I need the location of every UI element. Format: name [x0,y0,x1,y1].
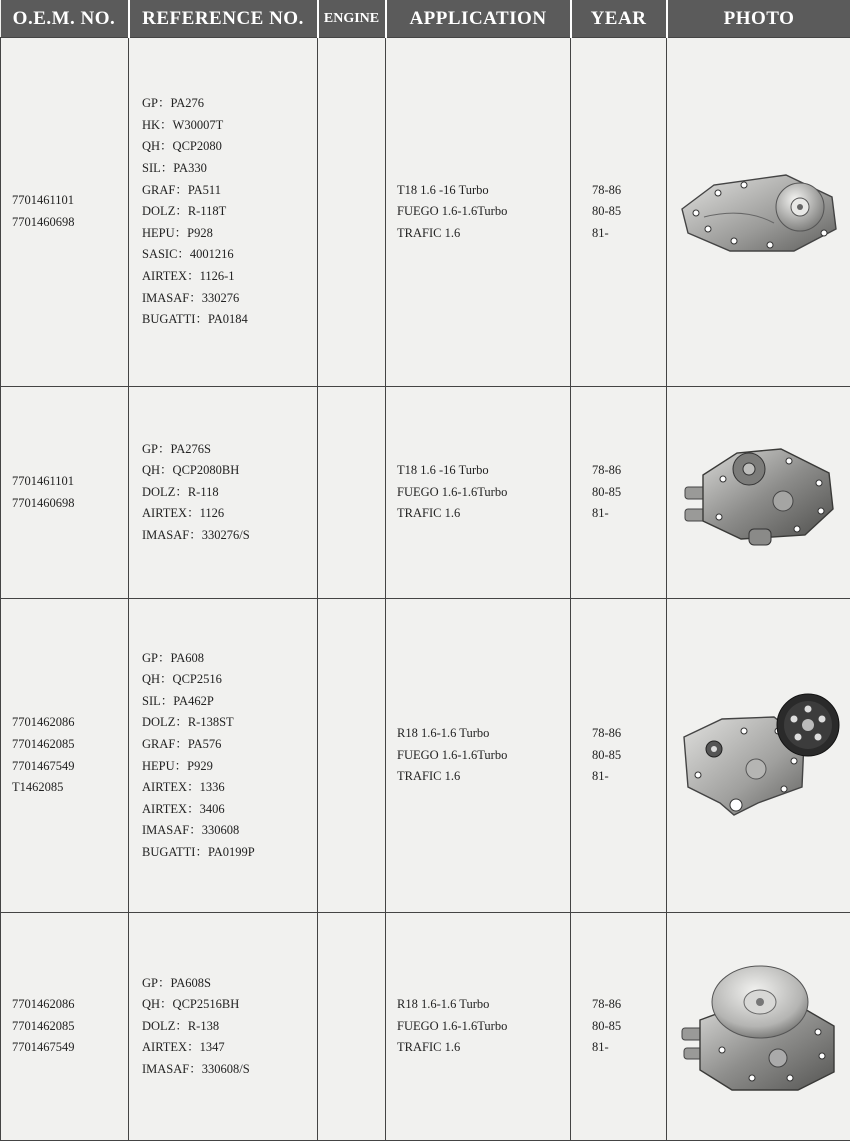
photo-cell [667,913,850,1141]
engine-cell [318,913,386,1141]
water-pump-photo [678,960,840,1094]
oem-cell [1,913,129,1141]
header-reference: REFERENCE NO. [129,0,318,38]
oem-cell [1,599,129,913]
photo-cell [667,387,850,599]
reference-number: GP：PA276S [142,439,317,461]
application-model: FUEGO 1.6-1.6Turbo [397,482,570,504]
oem-number: 7701461101 [12,190,128,212]
reference-number: HEPU：P928 [142,223,317,245]
reference-number: DOLZ：R-118T [142,201,317,223]
year-cell [571,387,667,599]
reference-cell [129,387,318,599]
reference-number: SIL：PA462P [142,691,317,713]
reference-number: GRAF：PA511 [142,180,317,202]
reference-number: DOLZ：R-118 [142,482,317,504]
oem-number: 7701467549 [12,1037,128,1059]
year-cell [571,599,667,913]
oem-number: 7701460698 [12,493,128,515]
application-model: T18 1.6 -16 Turbo [397,180,570,202]
application-cell [386,38,571,387]
application-model: R18 1.6-1.6 Turbo [397,994,570,1016]
reference-number: GP：PA608S [142,973,317,995]
year-range: 81- [592,766,666,788]
reference-number: GP：PA276 [142,93,317,115]
application-model: TRAFIC 1.6 [397,766,570,788]
year-range: 81- [592,503,666,525]
application-model: TRAFIC 1.6 [397,1037,570,1059]
header-engine: ENGINE [318,0,386,38]
engine-cell [318,38,386,387]
reference-number: HK：W30007T [142,115,317,137]
application-model: T18 1.6 -16 Turbo [397,460,570,482]
reference-number: QH：QCP2080 [142,136,317,158]
header-application: APPLICATION [386,0,571,38]
reference-number: HEPU：P929 [142,756,317,778]
oem-number: 7701460698 [12,212,128,234]
year-range: 78-86 [592,180,666,202]
oem-cell [1,387,129,599]
application-cell [386,387,571,599]
oem-number: 7701462086 [12,994,128,1016]
reference-number: SIL：PA330 [142,158,317,180]
reference-number: IMASAF：330276 [142,288,317,310]
application-cell [386,913,571,1141]
reference-number: AIRTEX：1347 [142,1037,317,1059]
oem-number: 7701462086 [12,712,128,734]
table-row [1,599,850,913]
reference-number: GRAF：PA576 [142,734,317,756]
reference-number: IMASAF：330608 [142,820,317,842]
water-pump-photo [679,439,839,547]
year-range: 80-85 [592,201,666,223]
engine-cell [318,599,386,913]
year-range: 78-86 [592,460,666,482]
oem-number: 7701462085 [12,734,128,756]
reference-number: QH：QCP2516BH [142,994,317,1016]
reference-number: BUGATTI：PA0184 [142,309,317,331]
reference-number: BUGATTI：PA0199P [142,842,317,864]
application-model: FUEGO 1.6-1.6Turbo [397,745,570,767]
oem-number: T1462085 [12,777,128,799]
reference-cell [129,913,318,1141]
year-cell [571,913,667,1141]
reference-number: QH：QCP2080BH [142,460,317,482]
application-model: R18 1.6-1.6 Turbo [397,723,570,745]
photo-cell [667,38,850,387]
photo-cell [667,599,850,913]
application-cell [386,599,571,913]
table-row [1,38,850,387]
reference-number: QH：QCP2516 [142,669,317,691]
year-range: 81- [592,223,666,245]
reference-number: IMASAF：330608/S [142,1059,317,1081]
oem-number: 7701461101 [12,471,128,493]
reference-number: IMASAF：330276/S [142,525,317,547]
oem-cell [1,38,129,387]
reference-number: SASIC：4001216 [142,244,317,266]
year-range: 80-85 [592,1016,666,1038]
application-model: TRAFIC 1.6 [397,503,570,525]
header-photo: PHOTO [667,0,850,38]
oem-number: 7701462085 [12,1016,128,1038]
application-model: TRAFIC 1.6 [397,223,570,245]
year-range: 78-86 [592,723,666,745]
reference-number: AIRTEX：1126 [142,503,317,525]
year-range: 78-86 [592,994,666,1016]
reference-number: AIRTEX：3406 [142,799,317,821]
water-pump-with-pulley-photo [674,691,844,821]
reference-number: AIRTEX：1126-1 [142,266,317,288]
year-range: 81- [592,1037,666,1059]
header-year: YEAR [571,0,667,38]
reference-number: AIRTEX：1336 [142,777,317,799]
application-model: FUEGO 1.6-1.6Turbo [397,201,570,223]
table-row [1,913,850,1141]
reference-cell [129,599,318,913]
oem-number: 7701467549 [12,756,128,778]
engine-cell [318,387,386,599]
water-pump-photo [674,167,844,257]
reference-number: DOLZ：R-138ST [142,712,317,734]
year-range: 80-85 [592,745,666,767]
reference-number: DOLZ：R-138 [142,1016,317,1038]
header-oem: O.E.M. NO. [1,0,129,38]
header-row [1,0,850,38]
year-cell [571,38,667,387]
reference-number: GP：PA608 [142,648,317,670]
application-model: FUEGO 1.6-1.6Turbo [397,1016,570,1038]
reference-cell [129,38,318,387]
year-range: 80-85 [592,482,666,504]
table-row [1,387,850,599]
